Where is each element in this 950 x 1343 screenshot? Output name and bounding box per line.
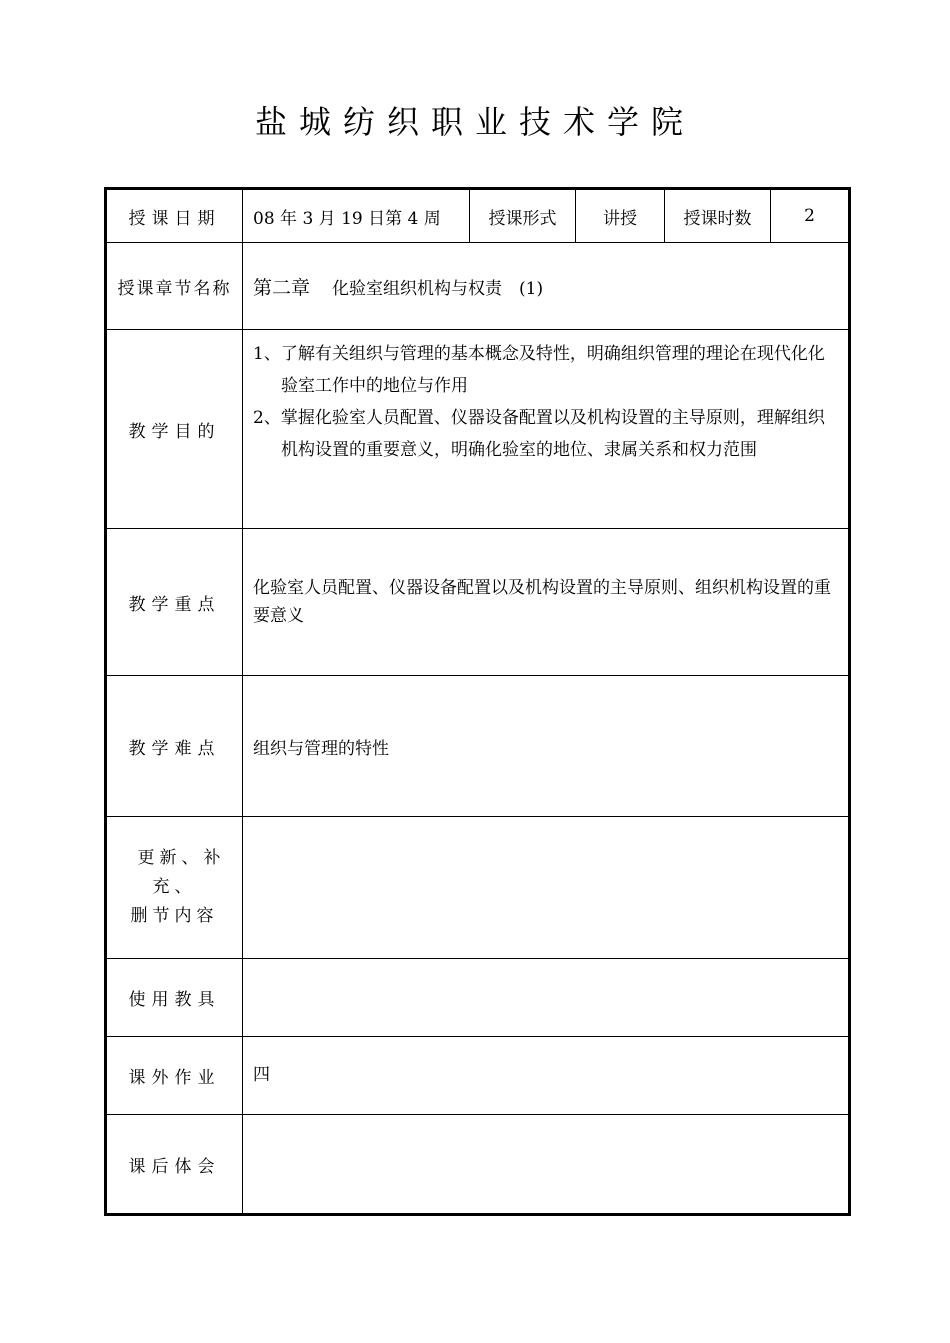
lesson-plan-table [104,187,851,1216]
page-title: 盐城纺织职业技术学院 [254,103,695,141]
updates-label-line: 充、 [152,877,197,897]
row-date [106,189,850,243]
key-points-text: 化验室人员配置、仪器设备配置以及机构设置的主导原则、组织机构设置的重要意义 [243,529,850,676]
form-value: 讲授 [576,189,665,243]
chapter-label: 授课章节名称 [106,243,243,330]
row-updates [106,817,850,959]
row-homework [106,1037,850,1115]
row-chapter [106,243,850,330]
chapter-cell [243,243,850,330]
row-difficulties [106,676,850,817]
chapter-title: 化验室组织机构与权责 (1) [332,278,544,299]
difficulties-label: 教学难点 [106,676,243,817]
updates-label-line: 更新、补 [137,848,226,868]
difficulties-text: 组织与管理的特性 [243,676,850,817]
hours-value: 2 [771,189,850,243]
hours-label: 授课时数 [665,189,771,243]
row-reflection [106,1115,850,1215]
homework-text: 四 [243,1037,850,1115]
updates-label [106,817,243,959]
objectives-cell [243,330,850,529]
row-aids [106,959,850,1037]
aids-text [243,959,850,1037]
objective-item: 2、掌握化验室人员配置、仪器设备配置以及机构设置的主导原则，理解组织机构设置的重要意义，明确化验室的地位、隶属关系和权力范围 [253,408,825,460]
objective-item: 1、了解有关组织与管理的基本概念及特性，明确组织管理的理论在现代化化验室工作中的地位与作用 [253,344,825,396]
chapter-number: 第二章 [253,276,311,299]
key-points-label: 教学重点 [106,529,243,676]
homework-label: 课外作业 [106,1037,243,1115]
date-value: 08 年 3 月 19 日第 4 周 [243,189,470,243]
row-objectives [106,330,850,529]
form-label: 授课形式 [470,189,576,243]
updates-text [243,817,850,959]
date-label: 授课日期 [106,189,243,243]
aids-label: 使用教具 [106,959,243,1037]
updates-label-line: 删节内容 [130,906,219,926]
objectives-label: 教学目的 [106,330,243,529]
row-key-points [106,529,850,676]
reflection-label: 课后体会 [106,1115,243,1215]
reflection-text [243,1115,850,1215]
